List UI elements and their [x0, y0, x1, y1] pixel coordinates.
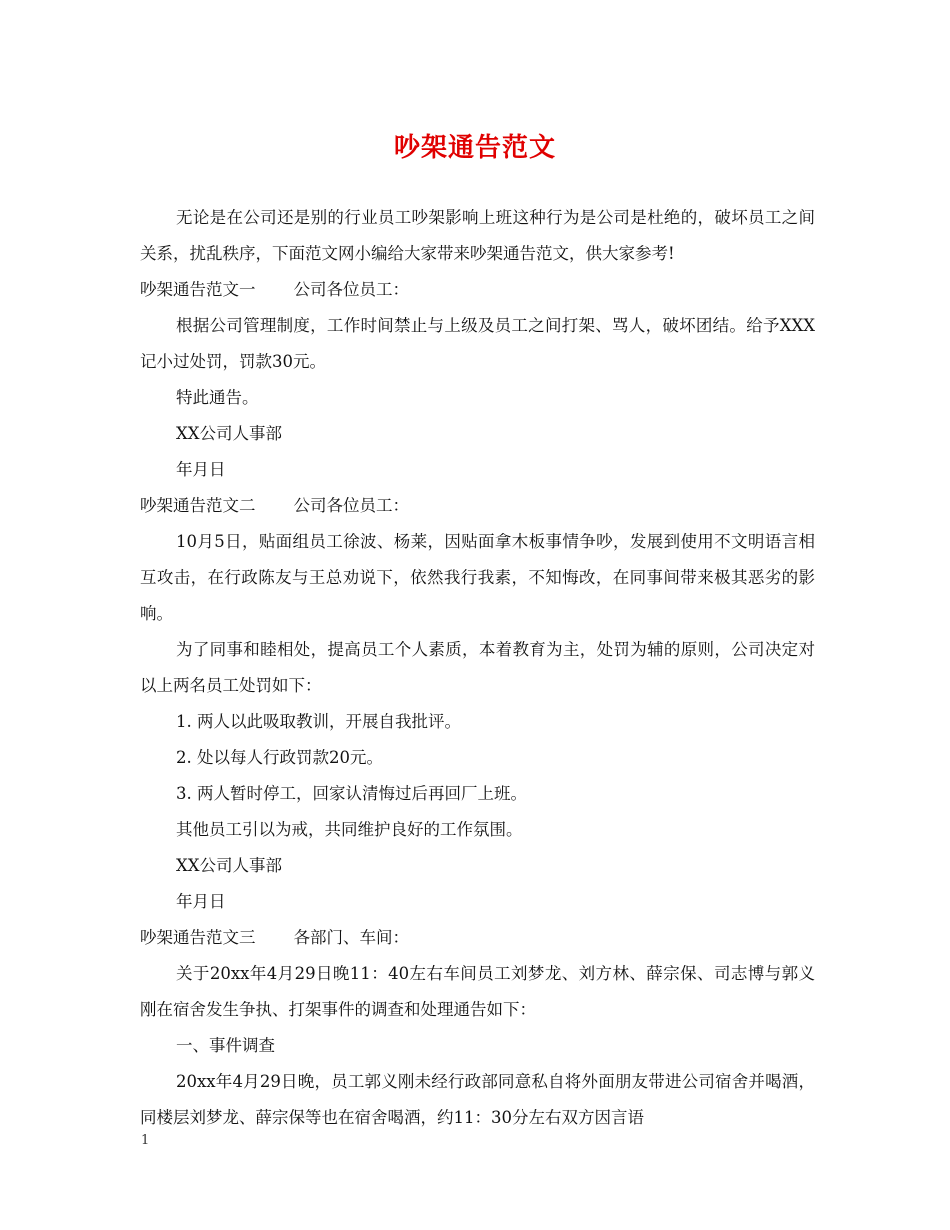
document-body [140, 200, 815, 1136]
sample1-salutation: 公司各位员工： [293, 280, 409, 299]
sample2-paragraph-1: 10月5日，贴面组员工徐波、杨莱，因贴面拿木板事情争吵，发展到使用不文明语言相互攻击，在行政陈友与王总劝说下，依然我行我素，不知悔改，在同事间带来极其恶劣的影响。 [140, 532, 815, 623]
sample2-date: 年月日 [176, 892, 226, 911]
sample2-salutation: 公司各位员工： [293, 496, 409, 515]
page-number: 1 [141, 1133, 150, 1148]
sample1-date: 年月日 [176, 460, 226, 479]
sample2-department: XX公司人事部 [176, 856, 282, 875]
sample3-heading: 吵架通告范文三 [140, 928, 256, 947]
sample3-section-heading: 一、事件调查 [176, 1036, 275, 1055]
sample2-list-item-1: 1. 两人以此吸取教训，开展自我批评。 [176, 712, 461, 731]
sample1-department: XX公司人事部 [176, 424, 282, 443]
sample1-heading-line [140, 272, 815, 308]
sample2-paragraph-3: 其他员工引以为戒，共同维护良好的工作氛围。 [176, 820, 523, 839]
sample1-paragraph: 根据公司管理制度，工作时间禁止与上级及员工之间打架、骂人，破坏团结。给予XXX记小过处罚，罚款30元。 [140, 316, 815, 371]
document-title: 吵架通告范文 [393, 133, 556, 163]
sample3-heading-line [140, 920, 815, 956]
sample2-paragraph-2: 为了同事和睦相处，提高员工个人素质，本着教育为主，处罚为辅的原则，公司决定对以上两名员工处罚如下： [140, 640, 815, 695]
sample1-heading: 吵架通告范文一 [140, 280, 256, 299]
sample3-paragraph-2: 20xx年4月29日晚，员工郭义刚未经行政部同意私自将外面朋友带进公司宿舍并喝酒，同楼层刘梦龙、薛宗保等也在宿舍喝酒，约11：30分左右双方因言语 [140, 1072, 815, 1127]
sample1-closing: 特此通告。 [176, 388, 259, 407]
sample2-heading-line [140, 488, 815, 524]
sample3-paragraph-1: 关于20xx年4月29日晚11：40左右车间员工刘梦龙、刘方林、薛宗保、司志博与郭义刚在宿舍发生争执、打架事件的调查和处理通告如下： [140, 964, 815, 1019]
sample2-heading: 吵架通告范文二 [140, 496, 256, 515]
sample2-list-item-2: 2. 处以每人行政罚款20元。 [176, 748, 383, 767]
intro-paragraph: 无论是在公司还是别的行业员工吵架影响上班这种行为是公司是杜绝的，破坏员工之间关系，扰乱秩序，下面范文网小编给大家带来吵架通告范文，供大家参考! [140, 208, 815, 263]
sample3-salutation: 各部门、车间： [293, 928, 409, 947]
sample2-list-item-3: 3. 两人暂时停工，回家认清悔过后再回厂上班。 [176, 784, 527, 803]
